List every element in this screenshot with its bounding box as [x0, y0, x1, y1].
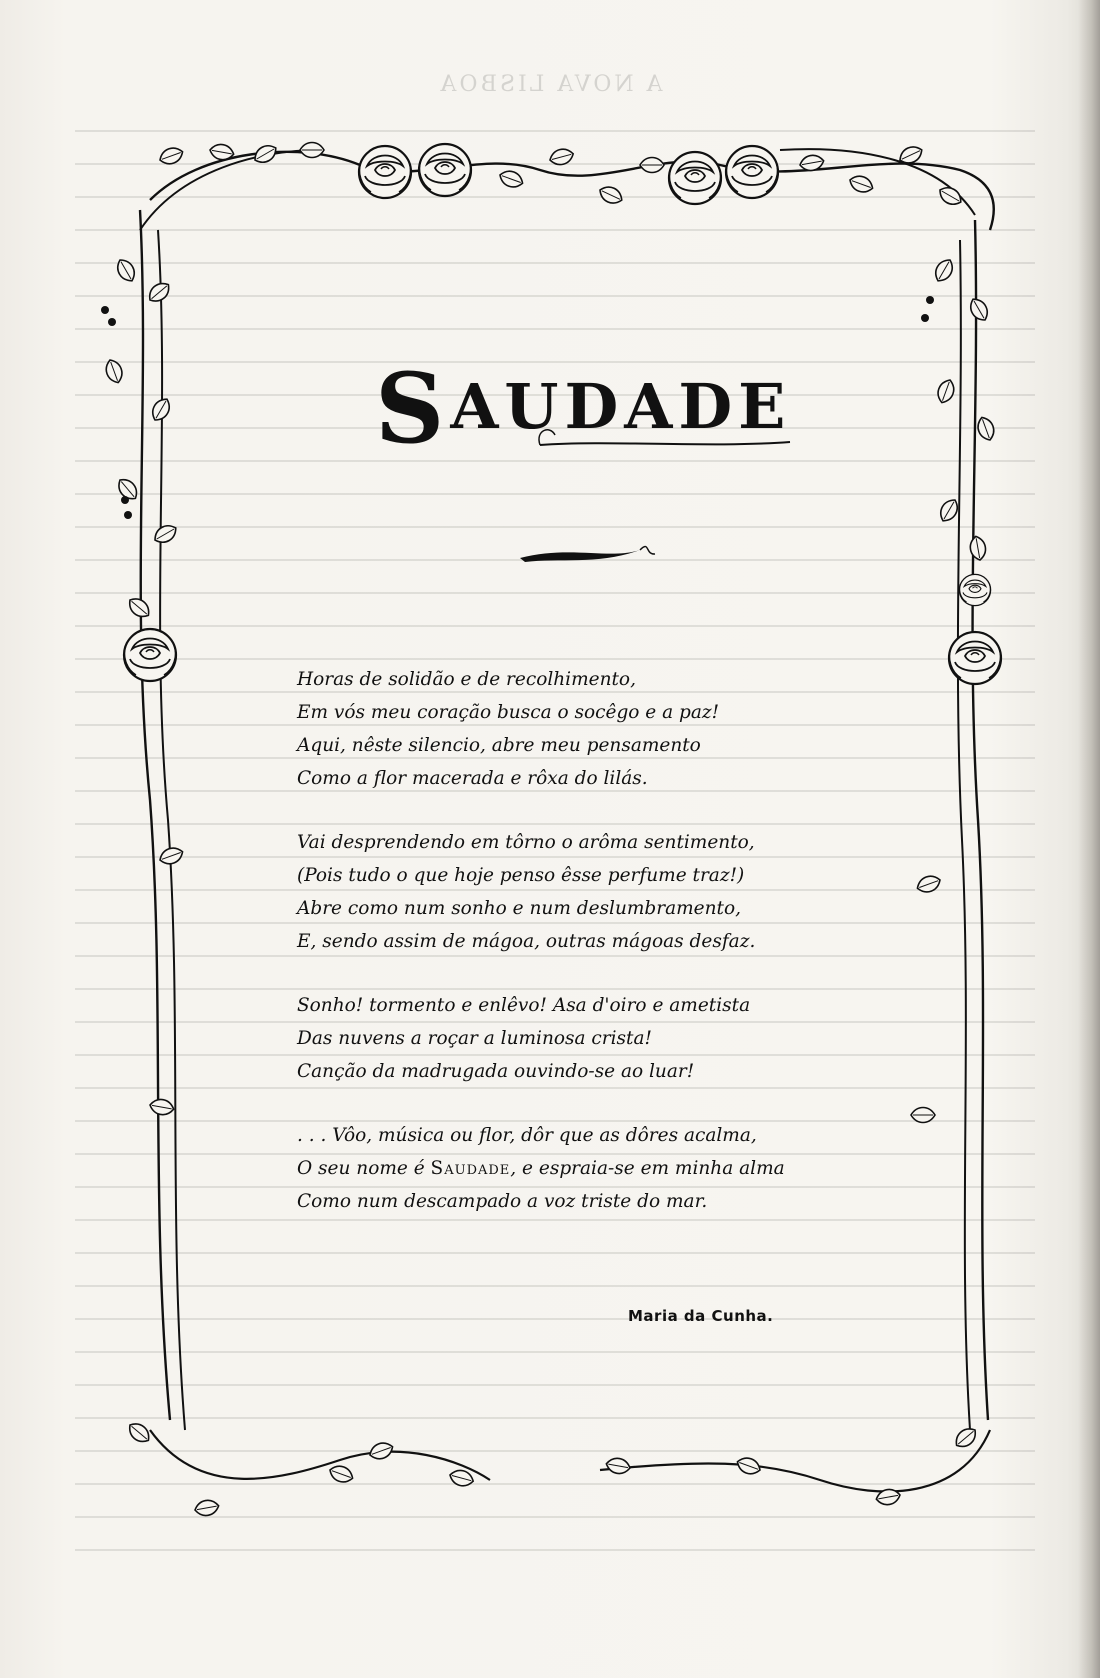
poem-line	[297, 1152, 857, 1185]
poem-line: . . . Vôo, música ou flor, dôr que as dôres acalma,	[297, 1125, 757, 1146]
poem-line: Canção da madrugada ouvindo-se ao luar!	[297, 1061, 695, 1082]
poem-line: Abre como num sonho e num deslumbramento,	[297, 898, 741, 919]
title-rest: AUDADE	[450, 370, 792, 443]
stanza-4	[297, 1119, 857, 1218]
saudade-word: Saudade	[430, 1158, 511, 1179]
title-initial: S	[375, 352, 451, 465]
poem-line: Como num descampado a voz triste do mar.	[297, 1191, 708, 1212]
poem-line: (Pois tudo o que hoje penso êsse perfume traz!)	[297, 865, 745, 886]
stanza-3	[297, 989, 857, 1088]
author-signature: Maria da Cunha.	[628, 1307, 774, 1325]
poem-line: Sonho! tormento e enlêvo! Asa d'oiro e ametista	[297, 995, 751, 1016]
poem-body	[297, 663, 857, 1249]
line-text: , e espraia-se em minha alma	[510, 1158, 785, 1179]
poem-line: Em vós meu coração busca o socêgo e a paz!	[297, 702, 720, 723]
line-text: O seu nome é	[297, 1158, 431, 1179]
bleed-through-header: A NOVA LISBOA	[437, 72, 663, 97]
poem-line: Das nuvens a roçar a luminosa crista!	[297, 1028, 652, 1049]
poem-line: Como a flor macerada e rôxa do lilás.	[297, 768, 648, 789]
poem-line: Vai desprendendo em tôrno o arôma sentimento,	[297, 832, 755, 853]
poem-line: Horas de solidão e de recolhimento,	[297, 669, 636, 690]
stanza-1	[297, 663, 857, 795]
stanza-2	[297, 826, 857, 958]
poem-title	[375, 352, 791, 465]
poem-line: Aqui, nêste silencio, abre meu pensamento	[297, 735, 701, 756]
poem-line: E, sendo assim de mágoa, outras mágoas desfaz.	[297, 931, 756, 952]
